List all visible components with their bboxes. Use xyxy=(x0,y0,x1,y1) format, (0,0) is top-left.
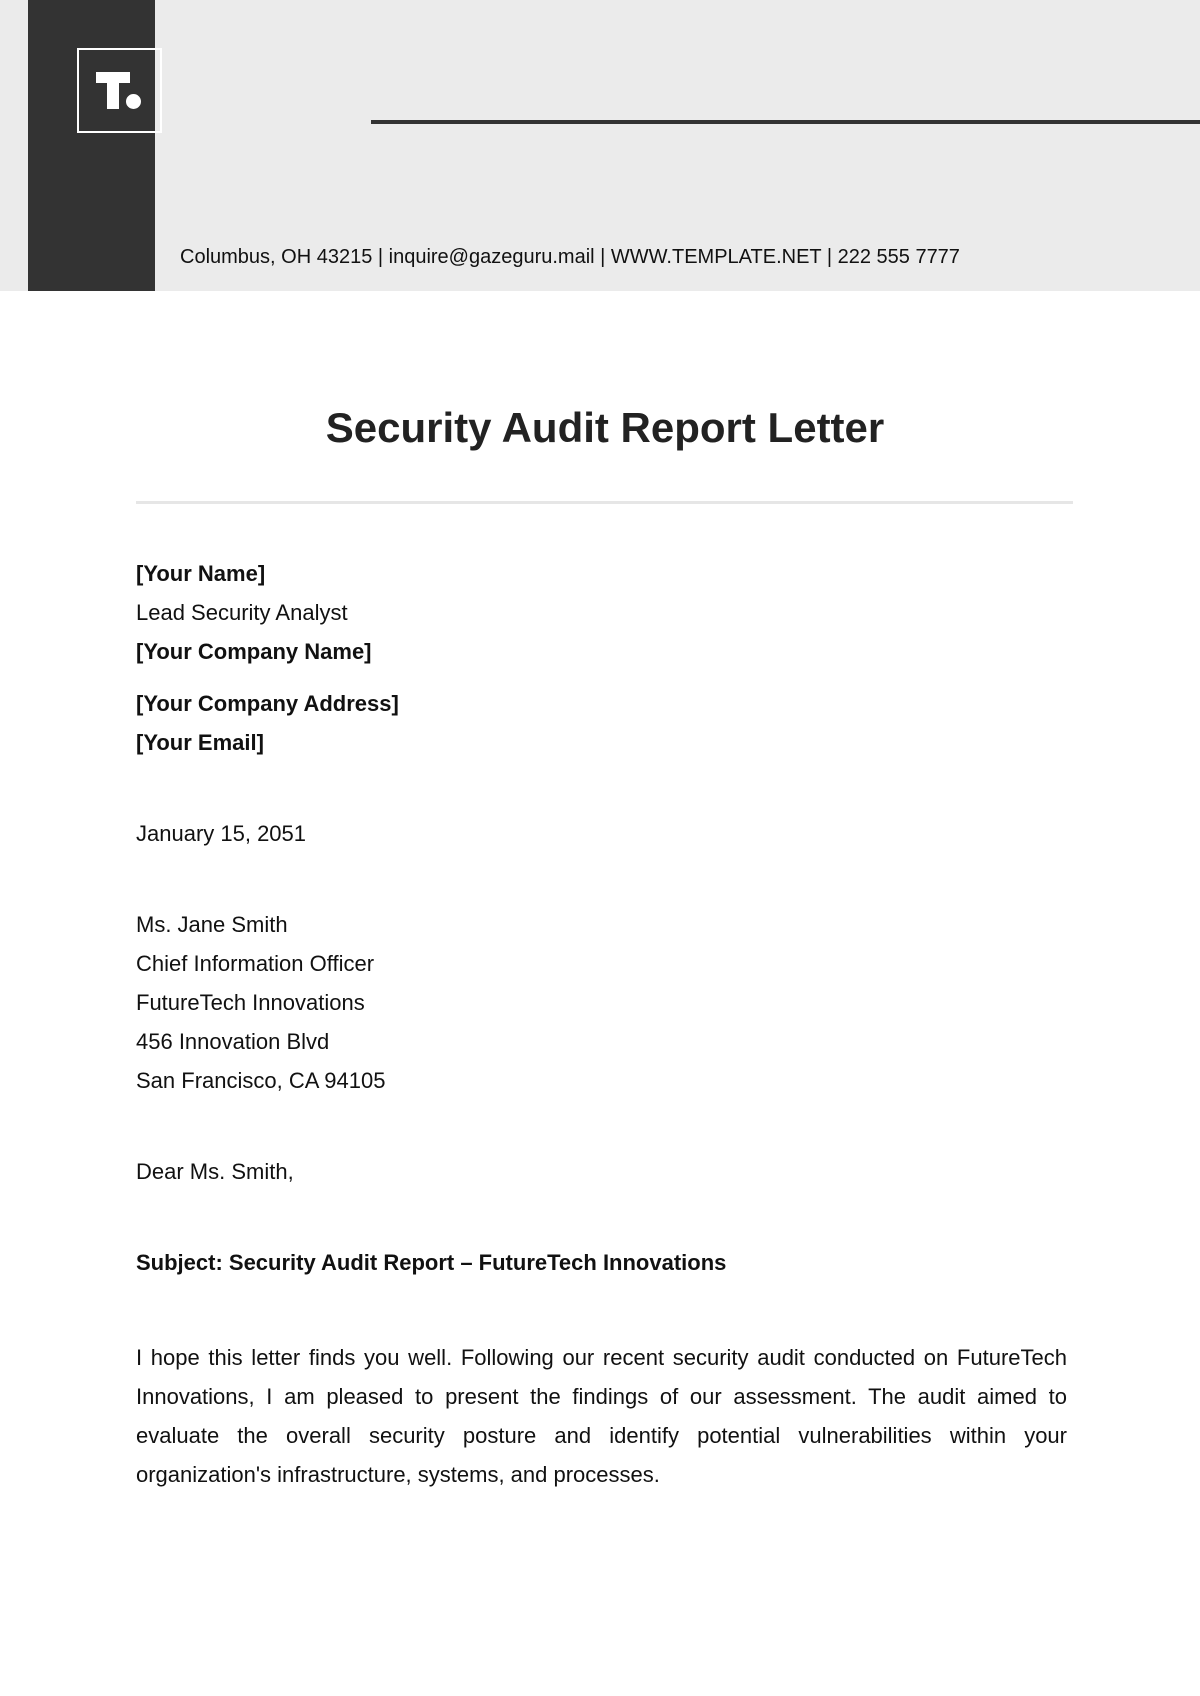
recipient-title: Chief Information Officer xyxy=(136,951,375,976)
body-paragraph: I hope this letter finds you well. Following our recent security audit conducted on FutureTech Innovations, I am pleased to present the findings of our assessment. The audit aimed to evaluate the overall security posture and identify potential vulnerabilities within your organization's infrastructure, systems, and processes. xyxy=(136,1345,1067,1487)
title-divider xyxy=(136,501,1073,504)
sender-address: [Your Company Address] xyxy=(136,691,399,716)
contact-line: Columbus, OH 43215 | inquire@gazeguru.mail | WWW.TEMPLATE.NET | 222 555 7777 xyxy=(180,246,960,268)
subject-line: Subject: Security Audit Report – FutureTech Innovations xyxy=(136,1250,727,1275)
document-title: Security Audit Report Letter xyxy=(325,404,885,451)
letter-date: January 15, 2051 xyxy=(136,821,307,846)
letter-t-logo-icon xyxy=(77,48,162,133)
header-rule xyxy=(371,120,1200,124)
sender-name: [Your Name] xyxy=(136,561,266,586)
logo-column xyxy=(28,0,155,291)
sender-company: [Your Company Name] xyxy=(136,639,372,664)
recipient-name: Ms. Jane Smith xyxy=(136,912,288,937)
salutation: Dear Ms. Smith, xyxy=(136,1159,294,1184)
sender-role: Lead Security Analyst xyxy=(136,600,348,625)
sender-email: [Your Email] xyxy=(136,730,264,755)
recipient-city: San Francisco, CA 94105 xyxy=(136,1068,386,1093)
recipient-company: FutureTech Innovations xyxy=(136,990,365,1015)
recipient-street: 456 Innovation Blvd xyxy=(136,1029,330,1054)
